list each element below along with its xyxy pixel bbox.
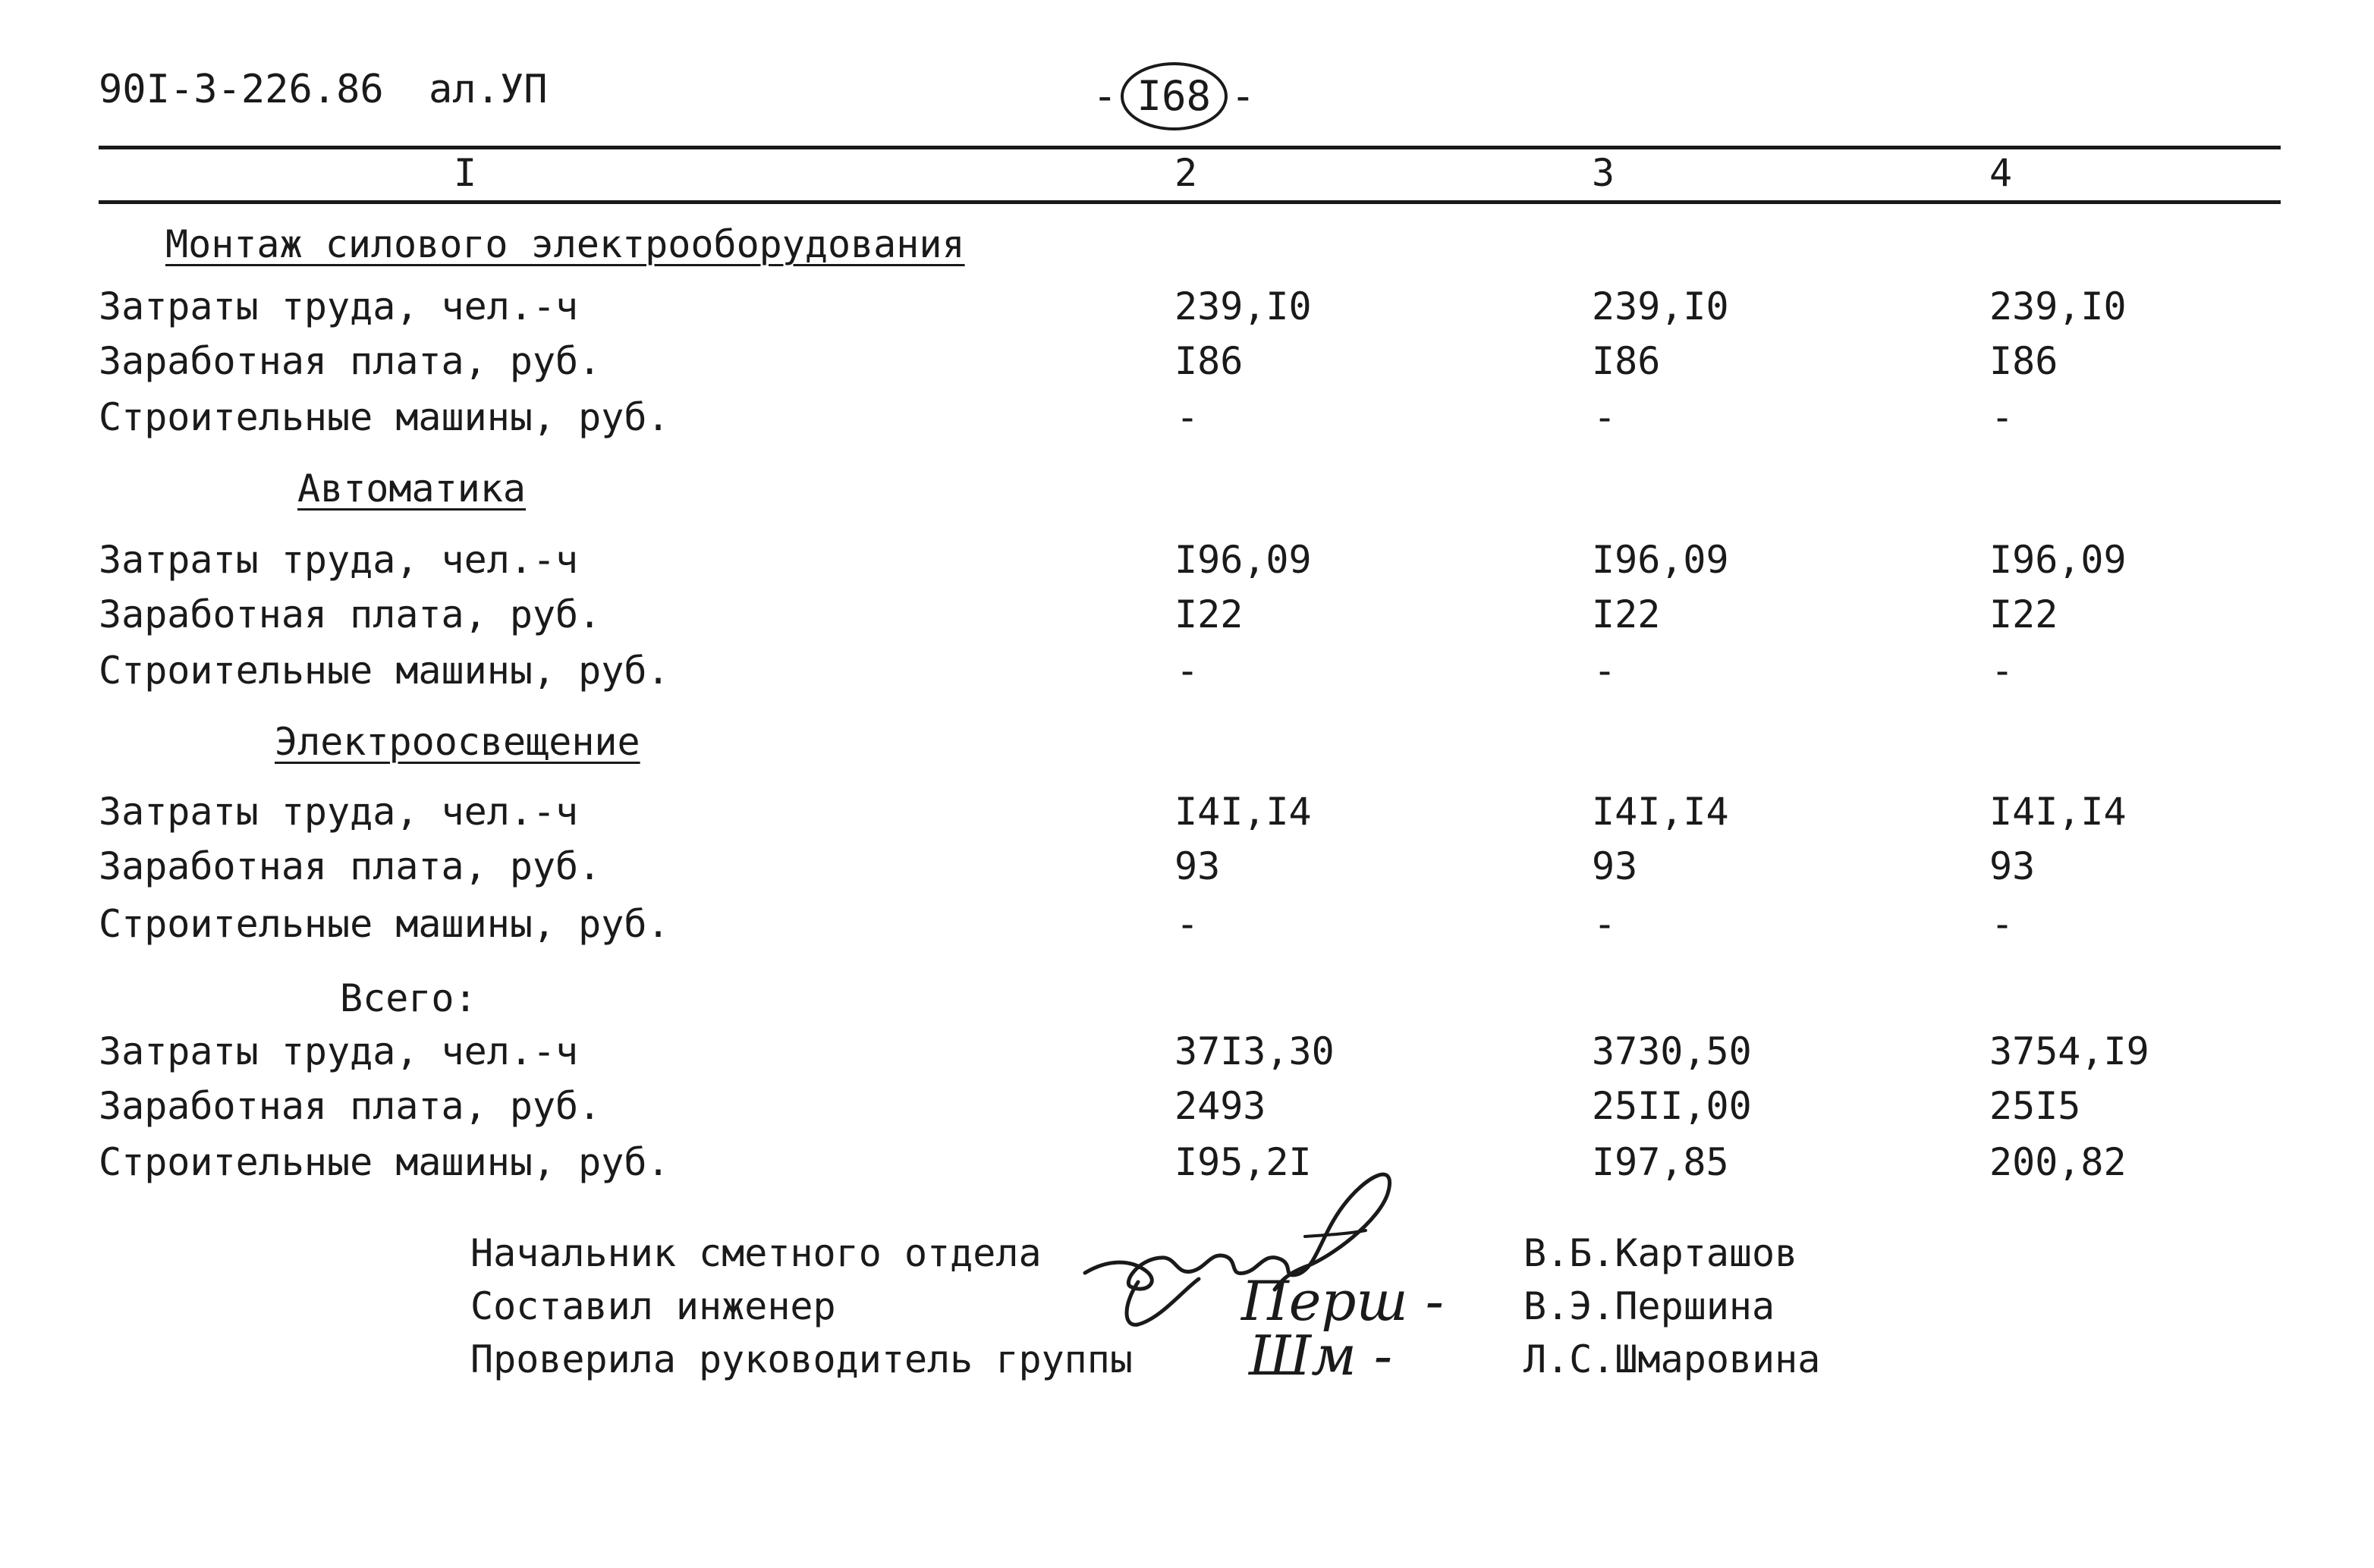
column-header-4: 4 — [1989, 151, 2013, 195]
row-label: Строительные машины, руб. — [99, 902, 670, 946]
row-label: Строительные машины, руб. — [99, 649, 670, 693]
handwritten-engineer-text: Перш - — [1241, 1269, 1444, 1333]
row-value: - — [1593, 902, 1617, 946]
signature-role-group-lead: Проверила руководитель группы — [470, 1337, 1133, 1381]
page-number-block — [1093, 62, 1256, 120]
row-value: - — [1176, 395, 1200, 439]
row-value: - — [1176, 649, 1200, 693]
signature-name-chief: В.Б.Карташов — [1523, 1231, 1798, 1275]
signature-name-group-lead: Л.С.Шмаровина — [1523, 1337, 1821, 1381]
row-value: I22 — [1989, 592, 2058, 636]
page-number: I68 — [1137, 72, 1212, 120]
row-label: Заработная плата, руб. — [99, 592, 602, 636]
row-value: I96,09 — [1592, 538, 1729, 582]
handwritten-signature-group-lead — [1244, 1312, 1449, 1396]
column-header-3: 3 — [1592, 151, 1615, 195]
row-label: Затраты труда, чел.-ч — [99, 284, 579, 328]
signature-name-engineer: В.Э.Першина — [1523, 1284, 1775, 1328]
doc-code: 90I-3-226.86 — [99, 67, 384, 112]
page-number-circle — [1121, 62, 1228, 130]
row-value: I22 — [1592, 592, 1661, 636]
row-value: 3754,I9 — [1989, 1029, 2149, 1073]
row-label: Строительные машины, руб. — [99, 395, 670, 439]
row-value: I22 — [1174, 592, 1244, 636]
row-value: I86 — [1989, 339, 2058, 383]
row-value: 93 — [1989, 844, 2036, 888]
row-value: I4I,I4 — [1174, 790, 1312, 834]
row-label: Строительные машины, руб. — [99, 1140, 670, 1184]
table-header-rule — [99, 200, 2281, 204]
row-value: - — [1991, 902, 2014, 946]
row-value: 239,I0 — [1592, 284, 1729, 328]
section-title-power-equipment: Монтаж силового электрооборудования — [165, 222, 965, 266]
row-value: I96,09 — [1174, 538, 1312, 582]
row-value: I86 — [1174, 339, 1244, 383]
section-title-total: Всего: — [340, 976, 477, 1020]
row-value: 239,I0 — [1989, 284, 2127, 328]
row-value: I97,85 — [1592, 1140, 1729, 1184]
album-label: ал.УП — [429, 67, 548, 112]
row-value: - — [1593, 395, 1617, 439]
row-value: - — [1176, 902, 1200, 946]
page-number-dash-right: - — [1231, 72, 1256, 120]
row-value: 3730,50 — [1592, 1029, 1752, 1073]
row-value: 200,82 — [1989, 1140, 2127, 1184]
handwritten-group-lead-text: Шм - — [1249, 1324, 1393, 1387]
signature-role-chief: Начальник сметного отдела — [470, 1231, 1042, 1275]
row-value: I4I,I4 — [1592, 790, 1729, 834]
row-value: 25I5 — [1989, 1084, 2081, 1128]
row-value: 2493 — [1174, 1084, 1266, 1128]
row-label: Заработная плата, руб. — [99, 844, 602, 888]
row-label: Затраты труда, чел.-ч — [99, 1029, 579, 1073]
row-label: Заработная плата, руб. — [99, 1084, 602, 1128]
section-title-automation: Автоматика — [297, 467, 527, 511]
row-value: I96,09 — [1989, 538, 2127, 582]
column-header-1: I — [454, 151, 477, 195]
row-value: 25II,00 — [1592, 1084, 1752, 1128]
row-value: - — [1991, 395, 2014, 439]
row-value: 93 — [1174, 844, 1221, 888]
row-value: I95,2I — [1174, 1140, 1312, 1184]
page-number-dash-left: - — [1093, 72, 1118, 120]
row-label: Затраты труда, чел.-ч — [99, 538, 579, 582]
row-value: 37I3,30 — [1174, 1029, 1335, 1073]
table-top-rule — [99, 146, 2281, 149]
row-value: 93 — [1592, 844, 1638, 888]
column-header-2: 2 — [1174, 151, 1198, 195]
row-value: 239,I0 — [1174, 284, 1312, 328]
row-value: I86 — [1592, 339, 1661, 383]
signature-role-engineer: Составил инженер — [470, 1284, 836, 1328]
row-value: I4I,I4 — [1989, 790, 2127, 834]
row-label: Заработная плата, руб. — [99, 339, 602, 383]
row-value: - — [1991, 649, 2014, 693]
row-label: Затраты труда, чел.-ч — [99, 790, 579, 834]
section-title-lighting: Электроосвещение — [275, 720, 640, 764]
row-value: - — [1593, 649, 1617, 693]
